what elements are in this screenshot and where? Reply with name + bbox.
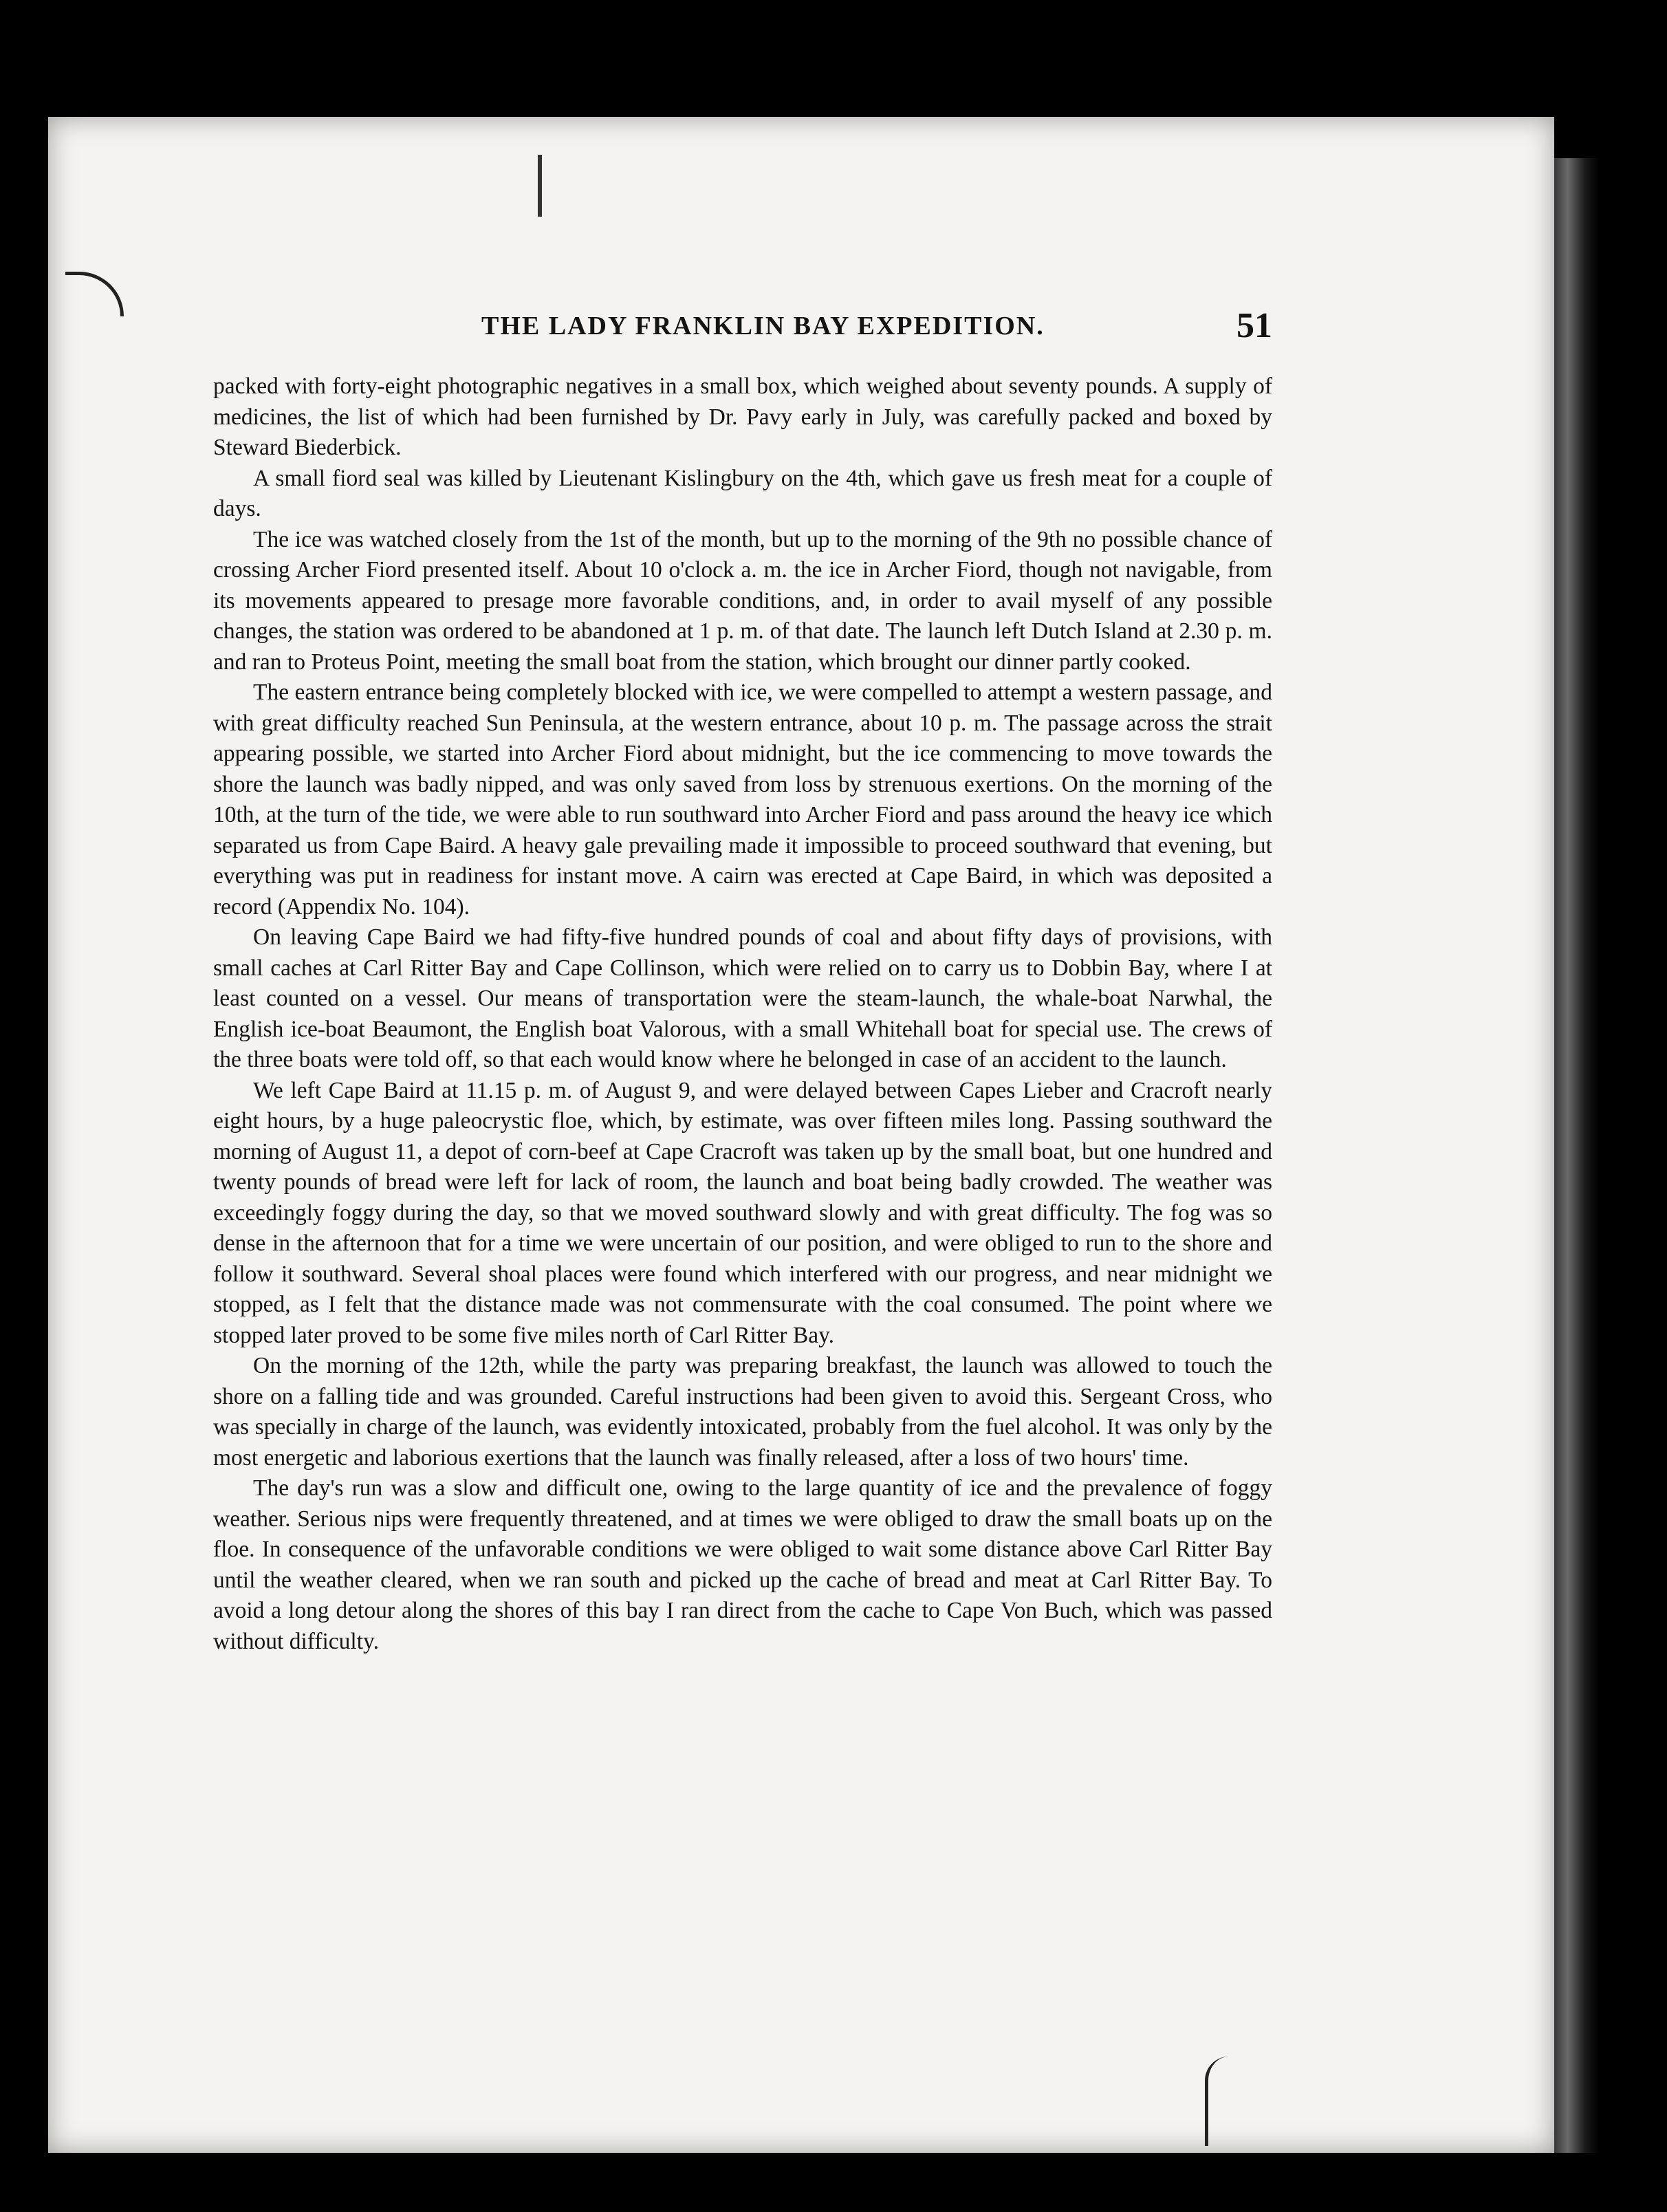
top-pen-mark <box>538 155 542 217</box>
paragraph: We left Cape Baird at 11.15 p. m. of August 9, and were delayed between Capes Lieber and Cracroft nearly eight hours, by a huge paleocrystic floe, which, by estimate, was over fifteen miles long. Passing southward the morning of August 11, a depot of corn-beef at Cape Cracroft was taken up by the small boat, but one hundred and twenty pounds of bread were left for lack of room, the launch and boat being badly crowded. The weather was exceedingly foggy during the day, so that we moved southward slowly and with great difficulty. The fog was so dense in the afternoon that for a time we were uncertain of our position, and were obliged to run to the shore and follow it southward. Several shoal places were found which interfered with our progress, and near midnight we stopped, as I felt that the distance made was not commensurate with the coal consumed. The point where we stopped later proved to be some five miles north of Carl Ritter Bay. <box>213 1077 1272 1348</box>
page-number: 51 <box>1236 306 1272 345</box>
paragraph: On leaving Cape Baird we had fifty-five hundred pounds of coal and about fifty days of provisions, with small caches at Carl Ritter Bay and Cape Collinson, which were relied on to carry us to Dobbin Bay, where I at least counted on a vessel. Our means of transportation were the steam-launch, the whale-boat Narwhal, the English ice-boat Beaumont, the English boat Valorous, with a small Whitehall boat for special use. The crews of the three boats were told off, so that each would know where he belonged in case of an accident to the launch. <box>213 924 1272 1072</box>
paragraph: A small fiord seal was killed by Lieutenant Kislingbury on the 4th, which gave us fresh meat for a couple of days. <box>213 465 1272 521</box>
bottom-pen-mark <box>1205 2057 1229 2146</box>
book-page-edge <box>1551 158 1599 2153</box>
paragraph: The eastern entrance being completely blocked with ice, we were compelled to attempt a western passage, and with great difficulty reached Sun Peninsula, at the western entrance, about 10 p. m. The passage across the strait appearing possible, we started into Archer Fiord about midnight, but the ice commencing to move towards the shore the launch was badly nipped, and was only saved from loss by strenuous exertions. On the morning of the 10th, at the turn of the tide, we were able to run southward into Archer Fiord and pass around the heavy ice which separated us from Cape Baird. A heavy gale prevailing made it impossible to proceed southward that evening, but everything was put in readiness for instant move. A cairn was erected at Cape Baird, in which was deposited a record (Appendix No. 104). <box>213 680 1272 920</box>
paragraph: On the morning of the 12th, while the party was preparing breakfast, the launch was allowed to touch the shore on a falling tide and was grounded. Careful instructions had been given to avoid this. Sergeant Cross, who was specially in charge of the launch, was evidently intoxicated, probably from the fuel alcohol. It was only by the most energetic and laborious exertions that the launch was finally released, after a loss of two hours' time. <box>213 1353 1272 1471</box>
page-header <box>220 306 1279 351</box>
paragraph: The day's run was a slow and difficult one, owing to the large quantity of ice and the prevalence of foggy weather. Serious nips were frequently threatened, and at times we were obliged to draw the small boats up on the floe. In consequence of the unfavorable conditions we were obliged to wait some distance above Carl Ritter Bay until the weather cleared, when we ran south and picked up the cache of bread and meat at Carl Ritter Bay. To avoid a long detour along the shores of this bay I ran direct from the cache to Cape Von Buch, which was passed without difficulty. <box>213 1475 1272 1654</box>
running-head: THE LADY FRANKLIN BAY EXPEDITION. <box>481 312 1045 340</box>
paragraph: The ice was watched closely from the 1st of the month, but up to the morning of the 9th no possible chance of crossing Archer Fiord presented itself. About 10 o'clock a. m. the ice in Archer Fiord, though not navigable, from its movements appeared to presage more favorable conditions, and, in order to avail myself of any possible changes, the station was ordered to be abandoned at 1 p. m. of that date. The launch left Dutch Island at 2.30 p. m. and ran to Proteus Point, meeting the small boat from the station, which brought our dinner partly cooked. <box>213 526 1272 675</box>
paragraph: packed with forty-eight photographic negatives in a small box, which weighed about seventy pounds. A supply of medicines, the list of which had been furnished by Dr. Pavy early in July, was carefully packed and boxed by Steward Biederbick. <box>213 373 1272 460</box>
body-text <box>213 371 1272 1657</box>
